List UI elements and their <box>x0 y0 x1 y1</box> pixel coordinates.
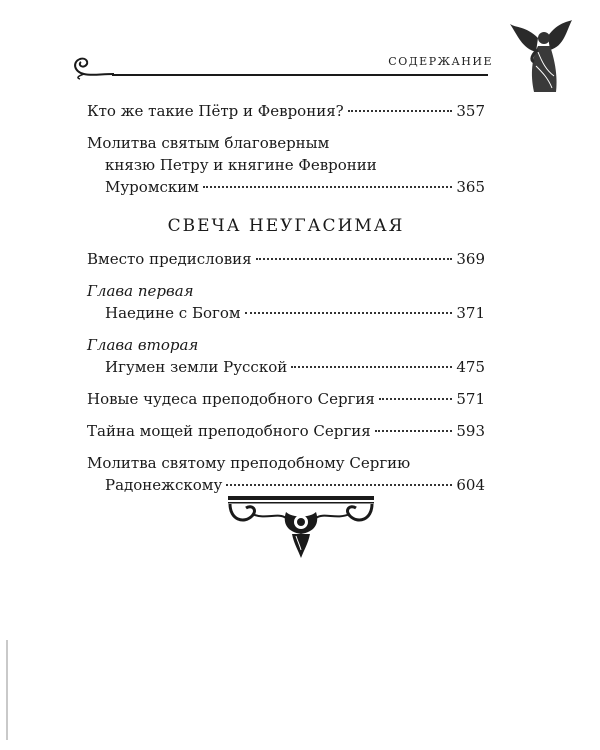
leader-dots <box>379 398 452 400</box>
table-of-contents <box>87 100 485 496</box>
toc-entry <box>87 356 485 378</box>
leader-dots <box>291 366 452 368</box>
page-edge-shadow <box>6 640 8 740</box>
toc-page-number: 571 <box>456 390 485 408</box>
leader-dots <box>348 110 453 112</box>
leader-dots <box>203 186 452 188</box>
toc-page-number: 371 <box>456 304 485 322</box>
leader-dots <box>226 484 452 486</box>
toc-page-number: 365 <box>456 178 485 196</box>
toc-page-number: 357 <box>456 102 485 120</box>
toc-entry-title-line: князю Петру и княгине Февронии <box>105 156 377 174</box>
toc-page-number: 475 <box>456 358 485 376</box>
chapter-label: Глава первая <box>87 282 194 300</box>
leader-dots <box>256 258 453 260</box>
toc-entry-title: Радонежскому <box>105 476 223 494</box>
header-rule <box>112 74 488 76</box>
toc-page-number: 593 <box>456 422 485 440</box>
toc-entry-title: Муромским <box>105 178 199 196</box>
toc-entry <box>87 100 485 122</box>
toc-entry-title-line: Молитва святому преподобному Сергию <box>87 454 411 472</box>
toc-entry-title: Новые чудеса преподобного Сергия <box>87 390 375 408</box>
toc-entry-title: Наедине с Богом <box>105 304 241 322</box>
swirl-ornament-icon <box>70 52 116 80</box>
floral-ornament-icon <box>222 490 380 560</box>
angel-icon <box>508 18 574 96</box>
toc-entry <box>87 420 485 442</box>
section-heading: СВЕЧА НЕУГАСИМАЯ <box>167 216 405 236</box>
leader-dots <box>375 430 453 432</box>
toc-entry <box>87 302 485 324</box>
leader-dots <box>245 312 453 314</box>
toc-entry-title: Кто же такие Пётр и Феврония? <box>87 102 344 120</box>
toc-page-number: 604 <box>456 476 485 494</box>
toc-entry-title: Вместо предисловия <box>87 250 252 268</box>
toc-entry <box>87 176 485 198</box>
toc-entry-title: Игумен земли Русской <box>105 358 288 376</box>
toc-entry-title-line: Молитва святым благоверным <box>87 134 330 152</box>
chapter-label: Глава вторая <box>87 336 199 354</box>
toc-page-number: 369 <box>456 250 485 268</box>
toc-entry <box>87 248 485 270</box>
toc-entry-title: Тайна мощей преподобного Сергия <box>87 422 371 440</box>
toc-entry <box>87 388 485 410</box>
running-header-title: СОДЕРЖАНИЕ <box>388 55 493 68</box>
